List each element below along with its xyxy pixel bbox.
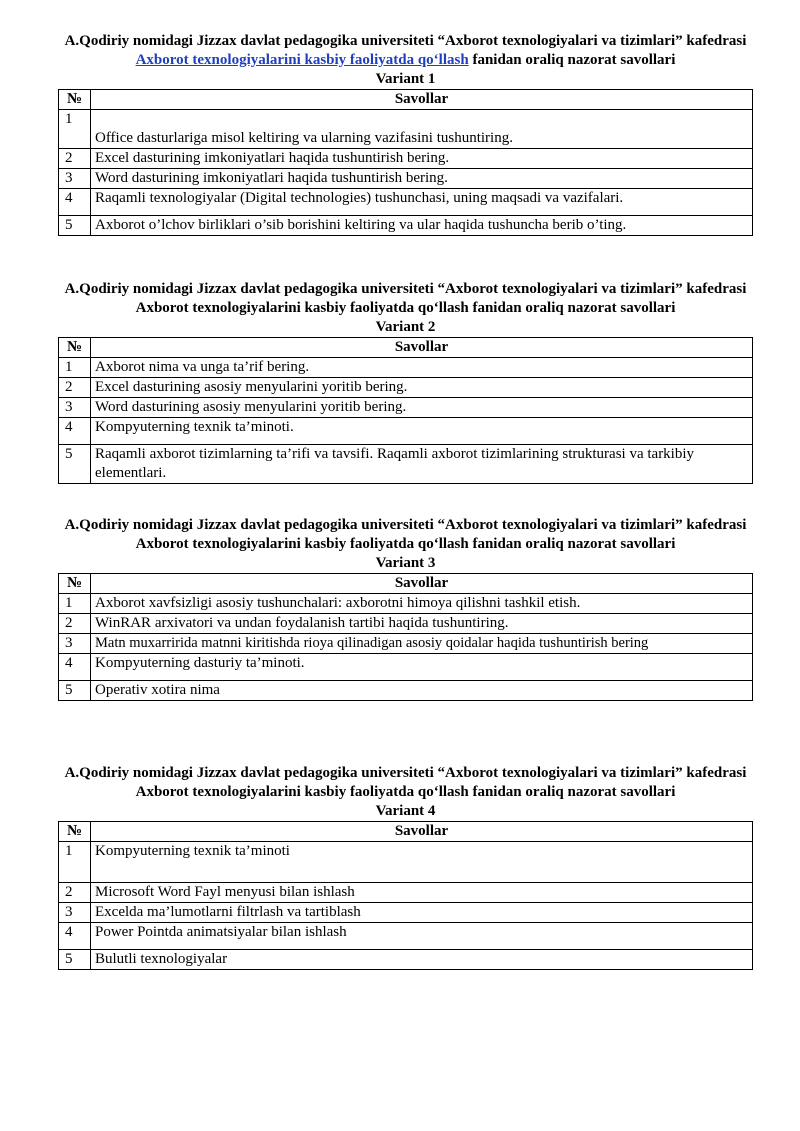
row-num: 4 xyxy=(59,189,91,216)
header-num: № xyxy=(59,822,91,842)
header-num: № xyxy=(59,338,91,358)
variant-title: Variant 4 xyxy=(375,803,436,819)
table-row xyxy=(59,903,753,923)
variant-title: Variant 2 xyxy=(375,319,436,335)
row-question: Power Pointda animatsiyalar bilan ishlash xyxy=(91,923,753,950)
row-question: Kompyuterning texnik ta’minoti. xyxy=(91,418,753,445)
row-question: Excel dasturining imkoniyatlari haqida tushuntirish bering. xyxy=(91,149,753,169)
row-question: Raqamli texnologiyalar (Digital technologies) tushunchasi, uning maqsadi va vazifalari. xyxy=(91,189,753,216)
table-row xyxy=(59,883,753,903)
header-num: № xyxy=(59,90,91,110)
questions-table xyxy=(58,89,753,236)
variant-1-section xyxy=(58,32,753,236)
table-row xyxy=(59,950,753,970)
header-questions: Savollar xyxy=(91,822,753,842)
row-num: 1 xyxy=(59,358,91,378)
table-row xyxy=(59,110,753,149)
row-num: 5 xyxy=(59,950,91,970)
row-question: Operativ xotira nima xyxy=(91,681,753,701)
row-question: Axborot o’lchov birliklari o’sib borishini keltiring va ular haqida tushuncha berib o’ting. xyxy=(91,216,753,236)
row-num: 2 xyxy=(59,378,91,398)
section-heading: A.Qodiriy nomidagi Jizzax davlat pedagogika universiteti “Axborot texnologiyalari va tizimlari” kafedrasi Axborot texnologiyalarini kasbiy faoliyatda qo‘llash fanidan oraliq nazorat savollari xyxy=(64,765,747,800)
table-row xyxy=(59,418,753,445)
row-num: 4 xyxy=(59,923,91,950)
row-question: Axborot xavfsizligi asosiy tushunchalari: axborotni himoya qilishni tashkil etish. xyxy=(91,594,753,614)
subject-link[interactable]: Axborot texnologiyalarini kasbiy faoliyatda qo‘llash xyxy=(135,52,469,68)
row-question: Excelda ma’lumotlarni filtrlash va tartiblash xyxy=(91,903,753,923)
row-question: Office dasturlariga misol keltiring va ularning vazifasini tushuntiring. xyxy=(91,110,753,149)
header-questions: Savollar xyxy=(91,338,753,358)
row-num: 5 xyxy=(59,445,91,484)
row-question: Word dasturining asosiy menyularini yoritib bering. xyxy=(91,398,753,418)
table-row xyxy=(59,216,753,236)
row-num: 3 xyxy=(59,169,91,189)
table-header-row xyxy=(59,822,753,842)
questions-table xyxy=(58,821,753,970)
variant-title: Variant 1 xyxy=(375,71,436,87)
row-question: Axborot nima va unga ta’rif bering. xyxy=(91,358,753,378)
section-heading: A.Qodiriy nomidagi Jizzax davlat pedagogika universiteti “Axborot texnologiyalari va tizimlari” kafedrasi Axborot texnologiyalarini kasbiy faoliyatda qo‘llash fanidan oraliq nazorat savollari xyxy=(64,517,747,552)
table-row xyxy=(59,654,753,681)
header-num: № xyxy=(59,574,91,594)
variant-2-section xyxy=(58,280,753,484)
questions-table xyxy=(58,573,753,701)
row-num: 2 xyxy=(59,149,91,169)
table-row xyxy=(59,378,753,398)
row-num: 3 xyxy=(59,634,91,654)
row-num: 1 xyxy=(59,110,91,149)
table-row xyxy=(59,445,753,484)
section-heading: A.Qodiriy nomidagi Jizzax davlat pedagogika universiteti “Axborot texnologiyalari va tizimlari” kafedrasi Axborot texnologiyalarini kasbiy faoliyatda qo‘llash fanidan oraliq nazorat savollari xyxy=(64,281,747,316)
table-row xyxy=(59,169,753,189)
table-row xyxy=(59,614,753,634)
questions-table xyxy=(58,337,753,484)
row-question: Raqamli axborot tizimlarning ta’rifi va tavsifi. Raqamli axborot tizimlarining strukturasi va tarkibiy elementlari. xyxy=(91,445,753,484)
table-row xyxy=(59,842,753,883)
table-row xyxy=(59,149,753,169)
row-num: 2 xyxy=(59,883,91,903)
row-question: Kompyuterning dasturiy ta’minoti. xyxy=(91,654,753,681)
header-questions: Savollar xyxy=(91,574,753,594)
table-row xyxy=(59,398,753,418)
row-question: Matn muxarririda matnni kiritishda rioya qilinadigan asosiy qoidalar haqida tushuntirish bering xyxy=(91,634,753,654)
table-row xyxy=(59,594,753,614)
row-num: 3 xyxy=(59,398,91,418)
variant-title: Variant 3 xyxy=(375,555,436,571)
table-row xyxy=(59,189,753,216)
section-heading: A.Qodiriy nomidagi Jizzax davlat pedagogika universiteti “Axborot texnologiyalari va tizimlari” kafedrasi Axborot texnologiyalarini kasbiy faoliyatda qo‘llash fanidan oraliq nazorat savollari xyxy=(64,33,747,68)
variant-4-section xyxy=(58,764,753,970)
table-row xyxy=(59,923,753,950)
row-num: 5 xyxy=(59,216,91,236)
row-question: WinRAR arxivatori va undan foydalanish tartibi haqida tushuntiring. xyxy=(91,614,753,634)
row-question: Excel dasturining asosiy menyularini yoritib bering. xyxy=(91,378,753,398)
row-num: 1 xyxy=(59,594,91,614)
table-row xyxy=(59,681,753,701)
row-num: 1 xyxy=(59,842,91,883)
row-question: Microsoft Word Fayl menyusi bilan ishlash xyxy=(91,883,753,903)
table-header-row xyxy=(59,574,753,594)
table-row xyxy=(59,358,753,378)
table-header-row xyxy=(59,338,753,358)
row-question: Word dasturining imkoniyatlari haqida tushuntirish bering. xyxy=(91,169,753,189)
row-num: 4 xyxy=(59,654,91,681)
variant-3-section xyxy=(58,516,753,701)
row-num: 2 xyxy=(59,614,91,634)
row-num: 4 xyxy=(59,418,91,445)
row-question: Bulutli texnologiyalar xyxy=(91,950,753,970)
row-num: 5 xyxy=(59,681,91,701)
header-questions: Savollar xyxy=(91,90,753,110)
table-header-row xyxy=(59,90,753,110)
row-num: 3 xyxy=(59,903,91,923)
table-row xyxy=(59,634,753,654)
row-question: Kompyuterning texnik ta’minoti xyxy=(91,842,753,883)
